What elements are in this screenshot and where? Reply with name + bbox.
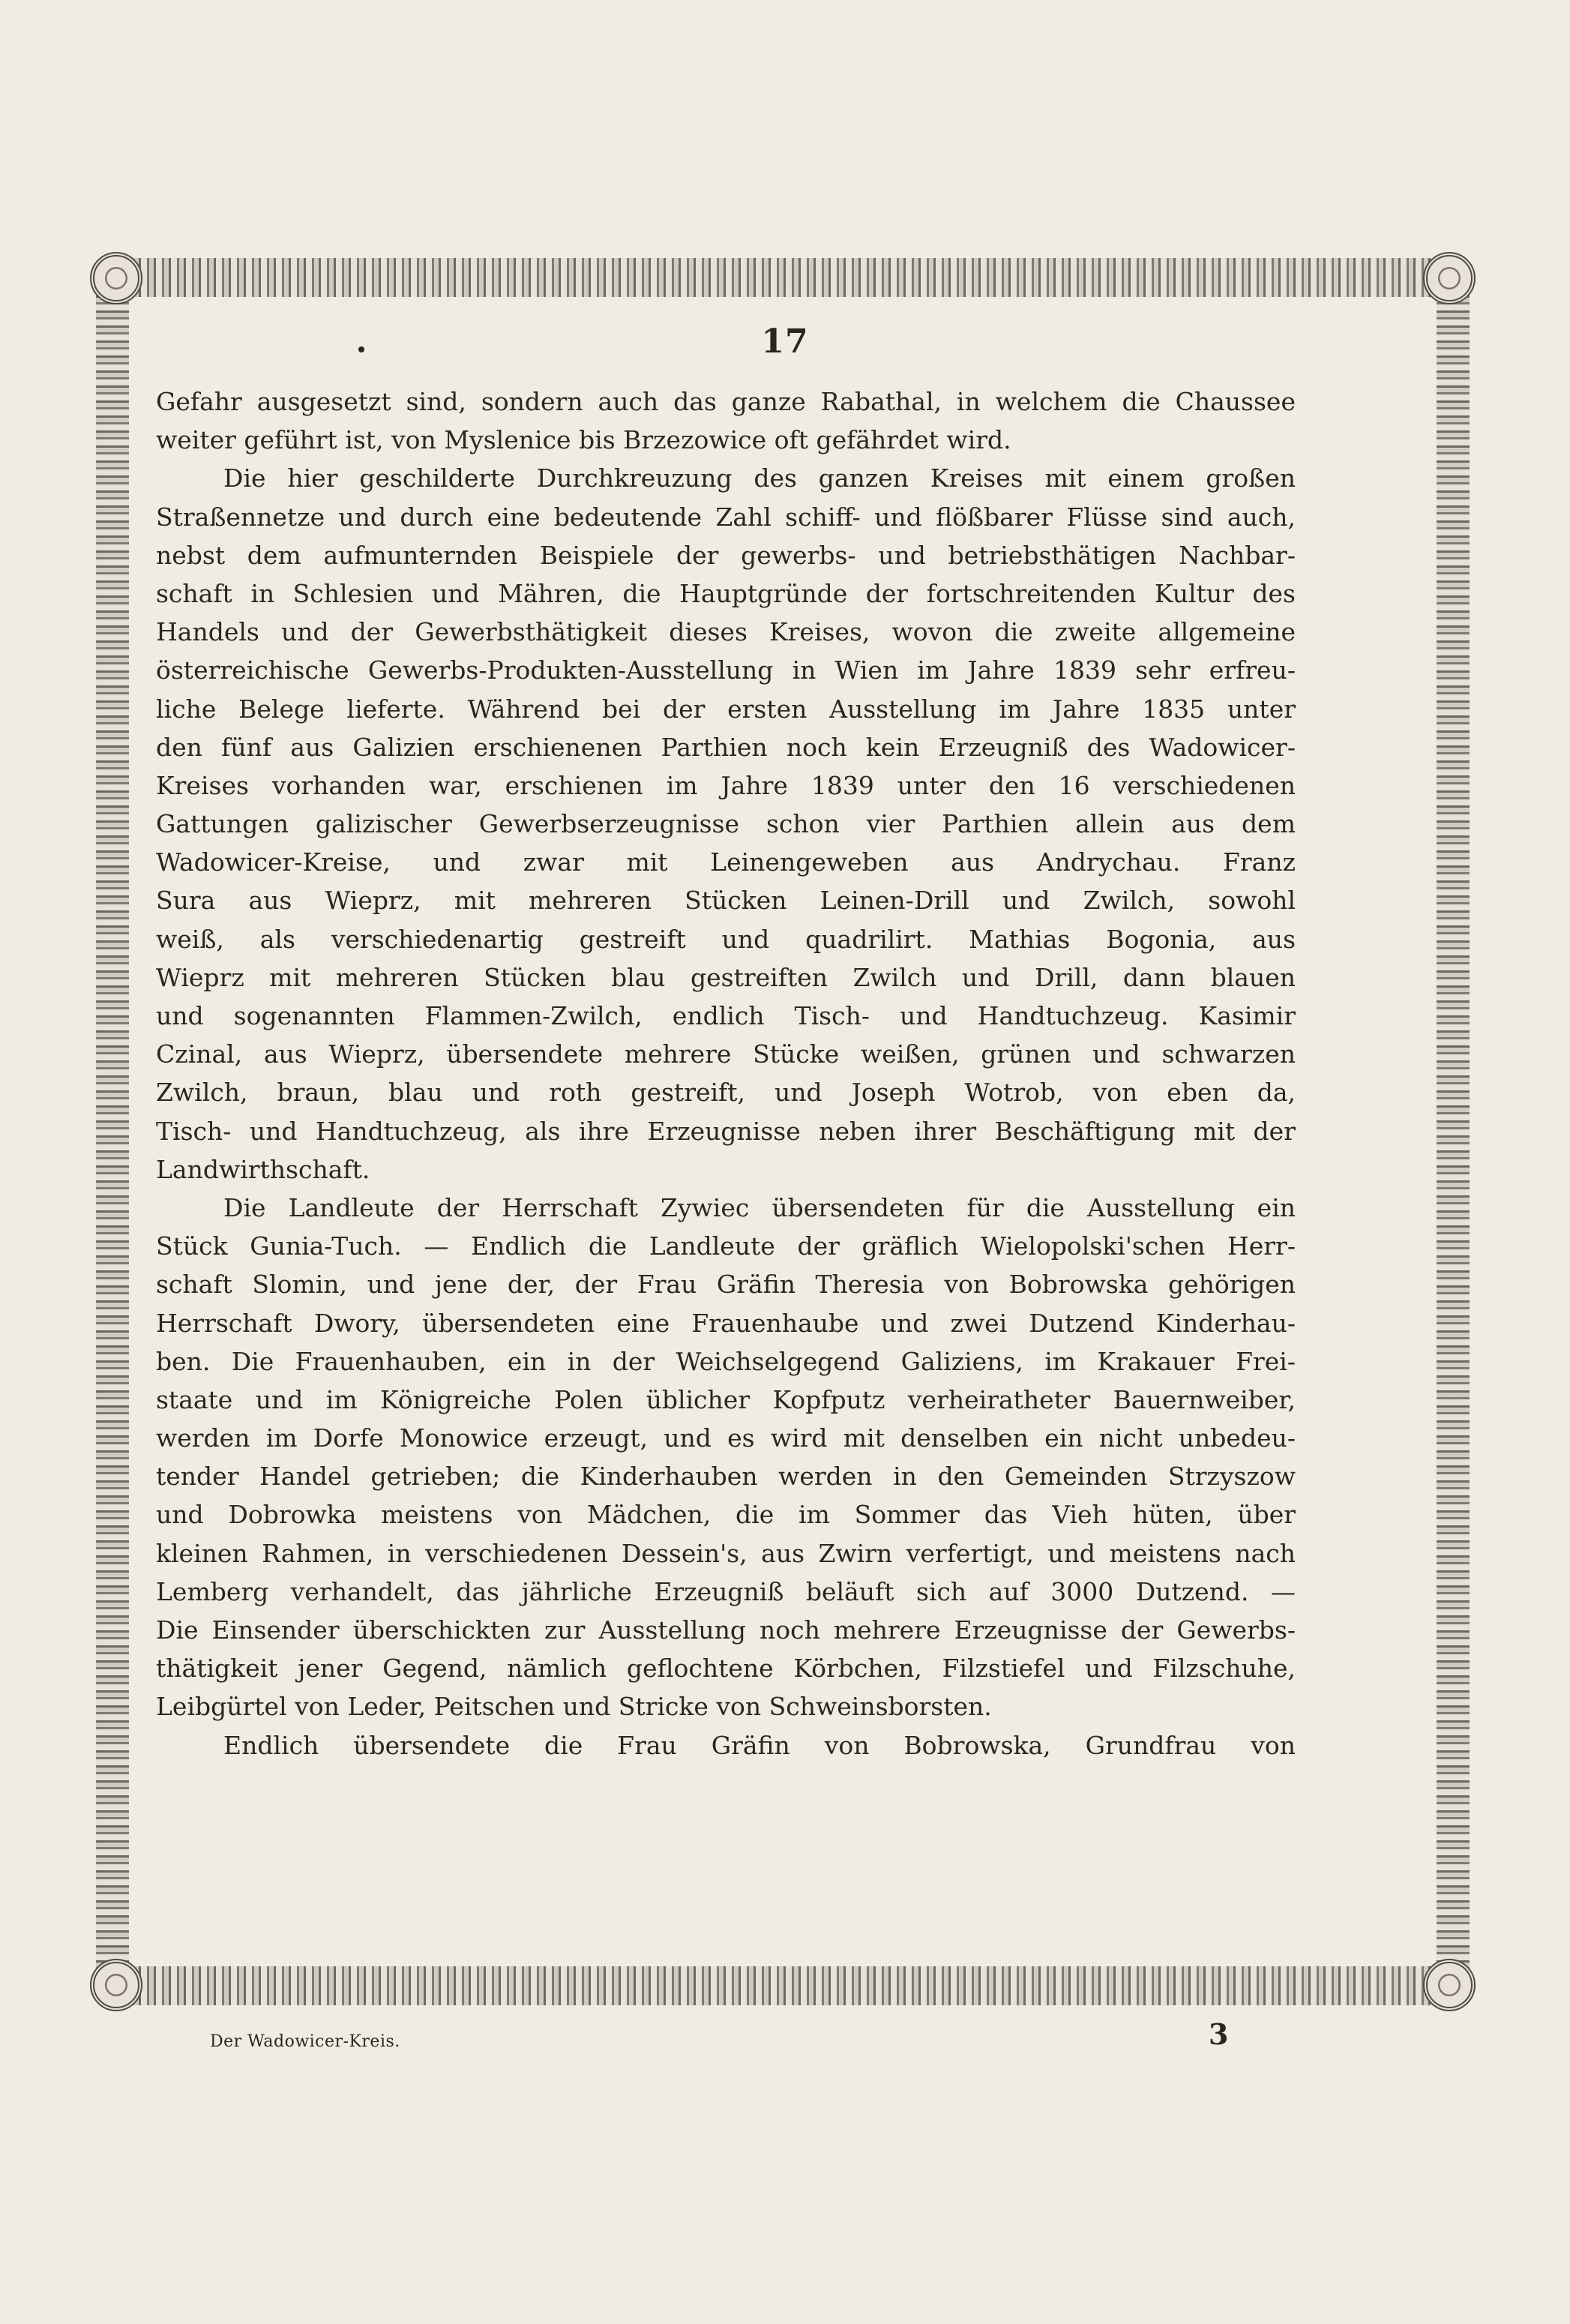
text-line: Czinal, aus Wieprz, übersendete mehrere Stücke weißen, grünen und schwarzen [156,1039,1296,1069]
signature-mark: 3 [1209,2017,1229,2051]
text-line: Kreises vorhanden war, erschienen im Jahre 1839 unter den 16 verschiedenen [156,770,1296,800]
text-line: Leibgürtel von Leder, Peitschen und Stricke von Schweinsborsten. [156,1692,992,1722]
text-line: tender Handel getrieben; die Kinderhauben werden in den Gemeinden Strzyszow [156,1462,1296,1492]
text-line: Stück Gunia-Tuch. — Endlich die Landleute der gräflich Wielopolski'schen Herr- [156,1231,1296,1261]
border-left [96,279,129,1984]
text-line: liche Belege lieferte. Während bei der ersten Ausstellung im Jahre 1835 unter [156,694,1296,724]
text-line: ben. Die Frauenhauben, ein in der Weichselgegend Galiziens, im Krakauer Frei- [156,1346,1296,1376]
corner-ornament-bottom-right [1423,1959,1476,2011]
text-line: Gefahr ausgesetzt sind, sondern auch das ganze Rabathal, in welchem die Chaussee [156,387,1296,416]
text-line: Die Landleute der Herrschaft Zywiec übersendeten für die Ausstellung ein [223,1192,1296,1222]
text-line: Wieprz mit mehreren Stücken blau gestreiften Zwilch und Drill, dann blauen [156,962,1296,992]
text-line: nebst dem aufmunternden Beispiele der gewerbs- und betriebsthätigen Nachbar- [156,540,1296,570]
border-top [117,258,1449,297]
text-line: weiß, als verschiedenartig gestreift und quadrilirt. Mathias Bogonia, aus [156,924,1296,954]
text-line: österreichische Gewerbs-Produkten-Ausstellung in Wien im Jahre 1839 sehr erfreu- [156,655,1296,685]
text-line: thätigkeit jener Gegend, nämlich geflochtene Körbchen, Filzstiefel und Filzschuhe, [156,1654,1296,1684]
text-line: Die hier geschilderte Durchkreuzung des ganzen Kreises mit einem großen [223,463,1296,493]
text-line: Landwirthschaft. [156,1154,370,1184]
text-line: den fünf aus Galizien erschienenen Parthien noch kein Erzeugniß des Wadowicer- [156,732,1296,762]
corner-ornament-top-left [90,252,142,304]
text-line: Herrschaft Dwory, übersendeten eine Frauenhaube und zwei Dutzend Kinderhau- [156,1308,1296,1338]
footer-title: Der Wadowicer-Kreis. [210,2032,400,2051]
corner-ornament-bottom-left [90,1959,142,2011]
page-number: 17 [761,322,809,361]
text-line: Handels und der Gewerbsthätigkeit dieses Kreises, wovon die zweite allgemeine [156,617,1296,647]
text-line: Sura aus Wieprz, mit mehreren Stücken Leinen-Drill und Zwilch, sowohl [156,886,1296,916]
border-right [1437,279,1470,1984]
text-line: Straßennetze und durch eine bedeutende Zahl schiff- und flößbarer Flüsse sind auch, [156,502,1296,532]
text-line: schaft in Schlesien und Mähren, die Hauptgründe der fortschreitenden Kultur des [156,578,1296,608]
text-line: kleinen Rahmen, in verschiedenen Dessein's, aus Zwirn verfertigt, und meistens nach [156,1538,1296,1568]
body-text [156,382,1296,1765]
text-line: schaft Slomin, und jene der, der Frau Gräfin Theresia von Bobrowska gehörigen [156,1270,1296,1300]
text-line: Wadowicer-Kreise, und zwar mit Leinengeweben aus Andrychau. Franz [156,847,1296,877]
text-line: Zwilch, braun, blau und roth gestreift, und Joseph Wotrob, von eben da, [156,1078,1296,1108]
text-line: Endlich übersendete die Frau Gräfin von Bobrowska, Grundfrau von [223,1730,1296,1760]
text-line: werden im Dorfe Monowice erzeugt, und es wird mit denselben ein nicht unbedeu- [156,1423,1296,1453]
corner-ornament-top-right [1423,252,1476,304]
text-line: Die Einsender überschickten zur Ausstellung noch mehrere Erzeugnisse der Gewerbs- [156,1615,1296,1645]
border-bottom [117,1966,1449,2005]
text-line: Gattungen galizischer Gewerbserzeugnisse schon vier Parthien allein aus dem [156,809,1296,839]
text-line: Lemberg verhandelt, das jährliche Erzeugniß beläuft sich auf 3000 Dutzend. — [156,1576,1296,1606]
text-line: Tisch- und Handtuchzeug, als ihre Erzeugnisse neben ihrer Beschäftigung mit der [156,1116,1296,1146]
text-line: staate und im Königreiche Polen üblicher Kopfputz verheiratheter Bauernweiber, [156,1384,1296,1414]
text-line: und sogenannten Flammen-Zwilch, endlich Tisch- und Handtuchzeug. Kasimir [156,1001,1296,1030]
text-line: weiter geführt ist, von Myslenice bis Brzezowice oft gefährdet wird. [156,425,1011,455]
text-line: und Dobrowka meistens von Mädchen, die im Sommer das Vieh hüten, über [156,1500,1296,1530]
